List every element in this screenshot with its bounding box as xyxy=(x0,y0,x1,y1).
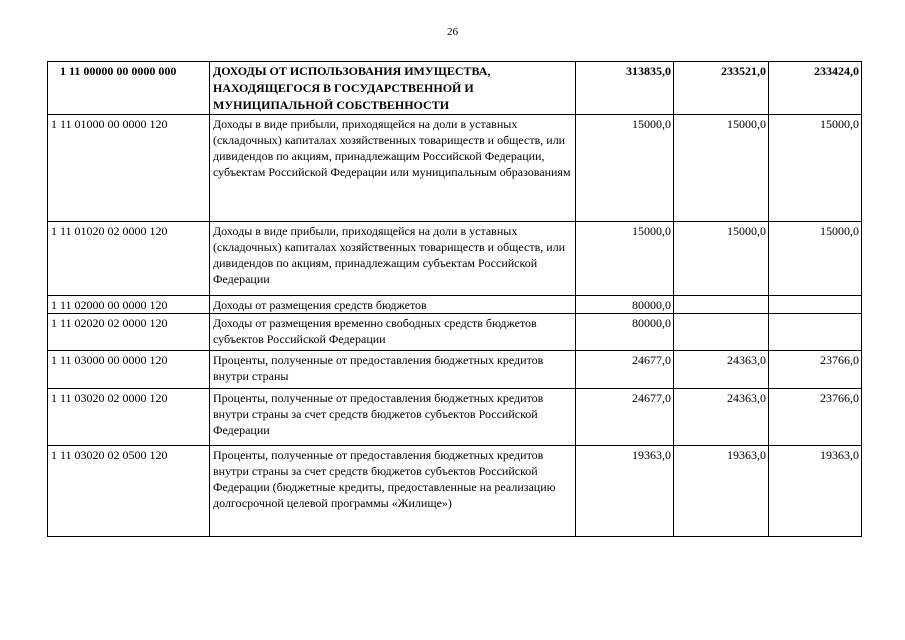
revenue-name-cell: Проценты, полученные от предоставления бюджетных кредитов внутри страны xyxy=(210,351,576,389)
revenue-name-cell: Проценты, полученные от предоставления бюджетных кредитов внутри страны за счет средств бюджетов субъектов Российской Федерации xyxy=(210,389,576,446)
revenue-name-cell: Доходы от размещения временно свободных средств бюджетов субъектов Российской Федерации xyxy=(210,314,576,351)
table-row xyxy=(48,62,862,115)
amount-cell-1: 24677,0 xyxy=(576,389,674,446)
budget-code-cell: 1 11 02000 00 0000 120 xyxy=(48,296,210,314)
amount-cell-3: 23766,0 xyxy=(769,389,862,446)
amount-cell-3 xyxy=(769,314,862,351)
amount-cell-3 xyxy=(769,296,862,314)
budget-code-cell: 1 11 03020 02 0500 120 xyxy=(48,446,210,537)
amount-cell-3: 233424,0 xyxy=(769,62,862,115)
amount-cell-1: 80000,0 xyxy=(576,314,674,351)
amount-cell-3: 19363,0 xyxy=(769,446,862,537)
amount-cell-2 xyxy=(674,296,769,314)
amount-cell-3: 15000,0 xyxy=(769,115,862,222)
table-row xyxy=(48,351,862,389)
budget-code-cell: 1 11 00000 00 0000 000 xyxy=(48,62,210,115)
amount-cell-2: 233521,0 xyxy=(674,62,769,115)
revenue-name-cell: ДОХОДЫ ОТ ИСПОЛЬЗОВАНИЯ ИМУЩЕСТВА, НАХОДЯЩЕГОСЯ В ГОСУДАРСТВЕННОЙ И МУНИЦИПАЛЬНОЙ СОБСТВЕННОСТИ xyxy=(210,62,576,115)
amount-cell-2: 19363,0 xyxy=(674,446,769,537)
amount-cell-1: 19363,0 xyxy=(576,446,674,537)
amount-cell-1: 24677,0 xyxy=(576,351,674,389)
revenue-name-cell: Проценты, полученные от предоставления бюджетных кредитов внутри страны за счет средств бюджетов субъектов Российской Федерации (бюджетные кредиты, предоставленные на реализацию долгосрочной целевой программы «Жилище») xyxy=(210,446,576,537)
amount-cell-2: 15000,0 xyxy=(674,115,769,222)
revenue-table xyxy=(47,61,862,537)
amount-cell-2: 24363,0 xyxy=(674,389,769,446)
budget-code-cell: 1 11 03000 00 0000 120 xyxy=(48,351,210,389)
amount-cell-1: 80000,0 xyxy=(576,296,674,314)
amount-cell-2 xyxy=(674,314,769,351)
amount-cell-3: 15000,0 xyxy=(769,222,862,296)
table-row xyxy=(48,296,862,314)
amount-cell-2: 24363,0 xyxy=(674,351,769,389)
table-row xyxy=(48,222,862,296)
page-number: 26 xyxy=(447,26,458,38)
amount-cell-1: 15000,0 xyxy=(576,115,674,222)
amount-cell-2: 15000,0 xyxy=(674,222,769,296)
budget-code-cell: 1 11 01020 02 0000 120 xyxy=(48,222,210,296)
budget-code-cell: 1 11 03020 02 0000 120 xyxy=(48,389,210,446)
revenue-name-cell: Доходы от размещения средств бюджетов xyxy=(210,296,576,314)
revenue-name-cell: Доходы в виде прибыли, приходящейся на доли в уставных (складочных) капиталах хозяйственных товариществ и обществ, или дивидендов по акциям, принадлежащим субъектам Российской Федерации xyxy=(210,222,576,296)
budget-code-cell: 1 11 02020 02 0000 120 xyxy=(48,314,210,351)
table-row xyxy=(48,115,862,222)
amount-cell-1: 313835,0 xyxy=(576,62,674,115)
amount-cell-3: 23766,0 xyxy=(769,351,862,389)
budget-code-cell: 1 11 01000 00 0000 120 xyxy=(48,115,210,222)
table-row xyxy=(48,446,862,537)
amount-cell-1: 15000,0 xyxy=(576,222,674,296)
table-row xyxy=(48,389,862,446)
revenue-name-cell: Доходы в виде прибыли, приходящейся на доли в уставных (складочных) капиталах хозяйственных товариществ и обществ, или дивидендов по акциям, принадлежащим Российской Федерации, субъектам Российской Федерации или муниципальным образованиям xyxy=(210,115,576,222)
table-row xyxy=(48,314,862,351)
